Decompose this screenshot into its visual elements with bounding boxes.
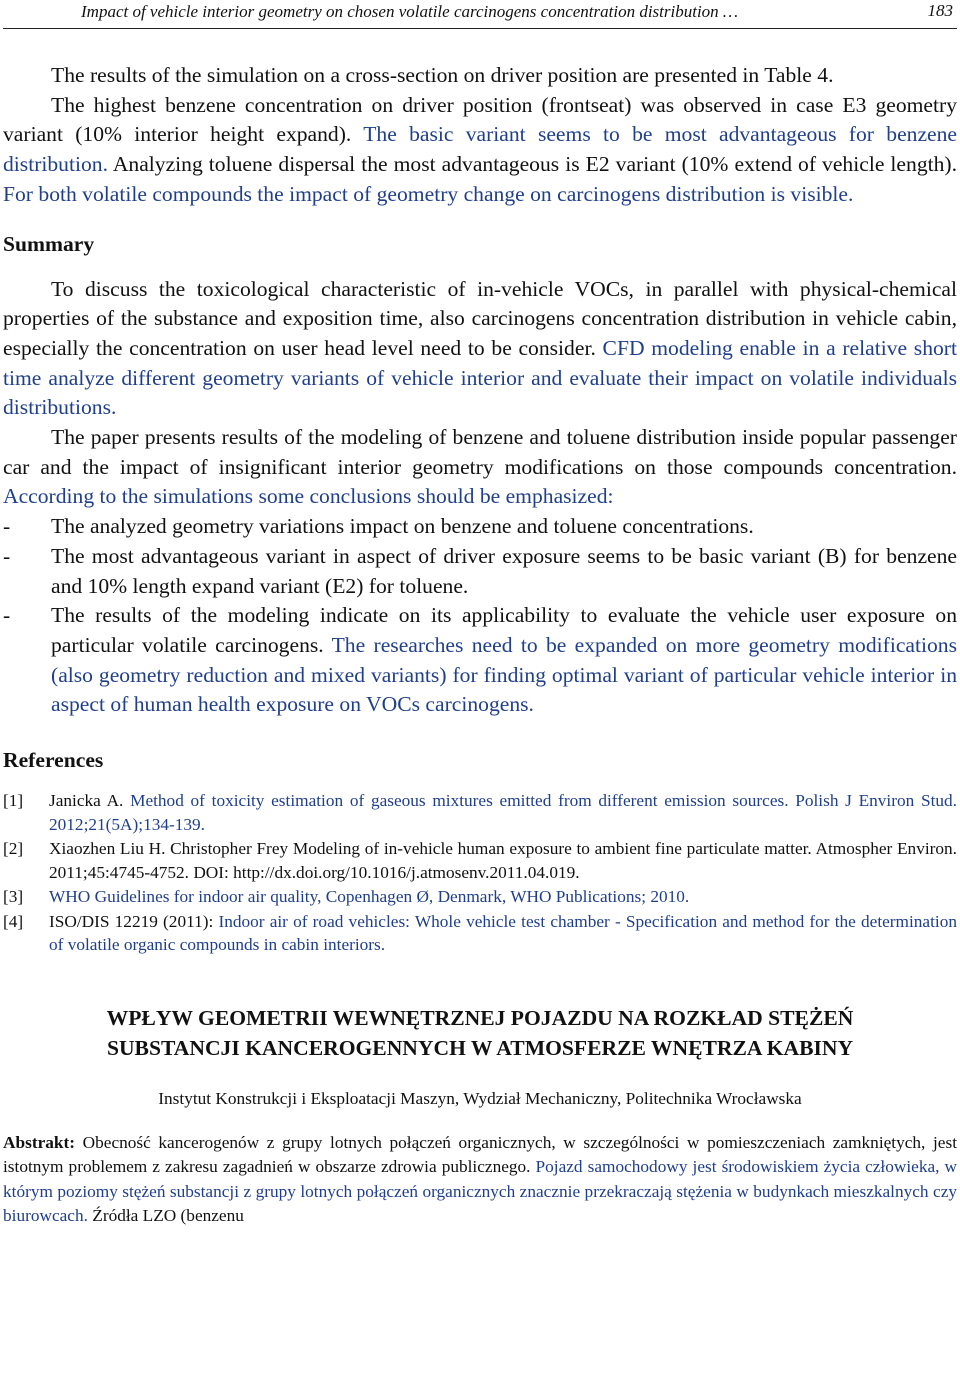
list-item-text: The analyzed geometry variations impact on benzene and toluene concentrations. — [51, 514, 754, 539]
intro-paragraph-2 — [3, 91, 957, 210]
reference-item — [3, 789, 957, 837]
reference-number: [1] — [3, 791, 24, 811]
polish-title-line-1: WPŁYW GEOMETRII WEWNĘTRZNEJ POJAZDU NA ROZKŁAD STĘŻEŃ — [106, 1006, 854, 1031]
polish-title-line-2: SUBSTANCJI KANCEROGENNYCH W ATMOSFERZE WNĘTRZA KABINY — [106, 1036, 854, 1061]
reference-text: ISO/DIS 12219 (2011): — [49, 911, 214, 931]
reference-text: Janicka A. — [49, 791, 124, 811]
intro-text-2b: The basic variant seems to be most advantageous for benzene distribution. — [3, 122, 957, 177]
list-item-text-continued: The researches need to be expanded on more geometry modifications (also geometry reduction and mixed variants) for finding optimal variant of particular vehicle interior in aspect of human health exposure on VOCs carcinogens. — [51, 632, 957, 717]
intro-text-2c: Analyzing toluene dispersal the most advantageous is E2 variant (10% extend of vehicle length). — [107, 152, 957, 177]
abstract-label: Abstrakt: — [3, 1133, 76, 1153]
reference-text: Xiaozhen Liu H. Christopher Frey Modeling of in-vehicle human exposure to ambient fine particulate matter. — [49, 839, 812, 859]
reference-number: [4] — [3, 911, 24, 931]
abstract-text-c: Źródła LZO (benzenu — [87, 1205, 244, 1225]
list-item — [3, 542, 957, 601]
reference-item — [3, 910, 957, 958]
abstract-text-a: Obecność kancerogenów z grupy lotnych połączeń organicznych, w szczególności w pomieszczeniach zamkniętych, jest istotnym problemem z zakresu zagadnień w obszarze zdrowia publicznego. — [3, 1133, 957, 1177]
paper-page — [3, 0, 957, 1245]
intro-text-2d: For both volatile compounds the impact of geometry change on carcinogens distribution is visible. — [3, 181, 854, 206]
list-dash: - — [3, 514, 11, 539]
list-dash: - — [3, 543, 11, 568]
intro-paragraph-1 — [3, 61, 957, 91]
intro-text-2a: The highest benzene concentration on driver position (frontseat) was observed in case E3 geometry variant (10% interior height expand). — [3, 92, 957, 147]
summary-paragraph-2 — [3, 423, 957, 512]
list-item-text: The results of the modeling indicate on its applicability to evaluate the vehicle user exposure on particular volatile carcinogens. — [51, 603, 957, 657]
polish-affiliation: Instytut Konstrukcji i Eksploatacji Maszyn, Wydział Mechaniczny, Politechnika Wrocławska — [158, 1089, 802, 1109]
reference-number: [2] — [3, 839, 24, 859]
summary-heading: Summary — [3, 231, 95, 256]
list-item — [3, 512, 957, 542]
abstract-text-b: Pojazd samochodowy jest środowiskiem życia człowieka, w którym poziomy stężeń substancji z grupy lotnych połączeń organicznych znacznie przekraczają stężenia w budynkach mieszkalnych czy biurowcach. — [3, 1157, 957, 1225]
list-dash: - — [3, 603, 11, 628]
list-item — [3, 601, 957, 720]
summary-paragraph-1 — [3, 275, 957, 424]
summary-text-2b: According to the simulations some conclusions should be emphasized: — [3, 484, 614, 509]
polish-abstract — [3, 1131, 957, 1228]
summary-text-2a: The paper presents results of the modeling of benzene and toluene distribution inside popular passenger car and the impact of insignificant interior geometry modifications on those compounds concentration. — [3, 425, 957, 479]
reference-text-continued: Method of toxicity estimation of gaseous mixtures emitted from different emission sources. Polish J Environ Stud. 2012;21(5A);134-139. — [49, 791, 957, 834]
reference-item — [3, 885, 957, 909]
reference-item — [3, 837, 957, 885]
intro-text-1: The results of the simulation on a cross-section on driver position are presented in Table 4. — [51, 63, 834, 87]
page-number: 183 — [927, 1, 953, 20]
running-title: Impact of vehicle interior geometry on chosen volatile carcinogens concentration distribution … — [81, 2, 739, 21]
running-header — [3, 0, 957, 29]
conclusions-list — [3, 512, 957, 720]
references-list — [3, 789, 957, 957]
reference-text: WHO Guidelines for indoor air quality, Copenhagen Ø, Denmark, WHO Publications; 2010. — [49, 887, 690, 907]
references-heading: References — [3, 748, 104, 773]
summary-text-1b: CFD modeling enable in a relative short time analyze different geometry variants of vehicle interior and evaluate their impact on volatile individuals distributions. — [3, 335, 957, 420]
reference-text-continued: Indoor air of road vehicles: Whole vehicle test chamber - Specification and method for the determination of volatile organic compounds in cabin interiors. — [49, 911, 957, 955]
reference-text-continued: Atmospher Environ. 2011;45:4745-4752. DOI: http://dx.doi.org/10.1016/j.atmosenv.2011.04.019. — [49, 839, 957, 882]
reference-number: [3] — [3, 887, 24, 907]
list-item-text: The most advantageous variant in aspect of driver exposure seems to be basic variant (B) for benzene and 10% length expand variant (E2) for toluene. — [51, 543, 957, 598]
polish-title — [3, 1003, 957, 1063]
summary-text-1a: To discuss the toxicological characteristic of in-vehicle VOCs, in parallel with physical-chemical properties of the substance and exposition time, also carcinogens concentration distribution in vehicle cabin, especially the concentration on user head level need to be consider. — [3, 276, 957, 360]
